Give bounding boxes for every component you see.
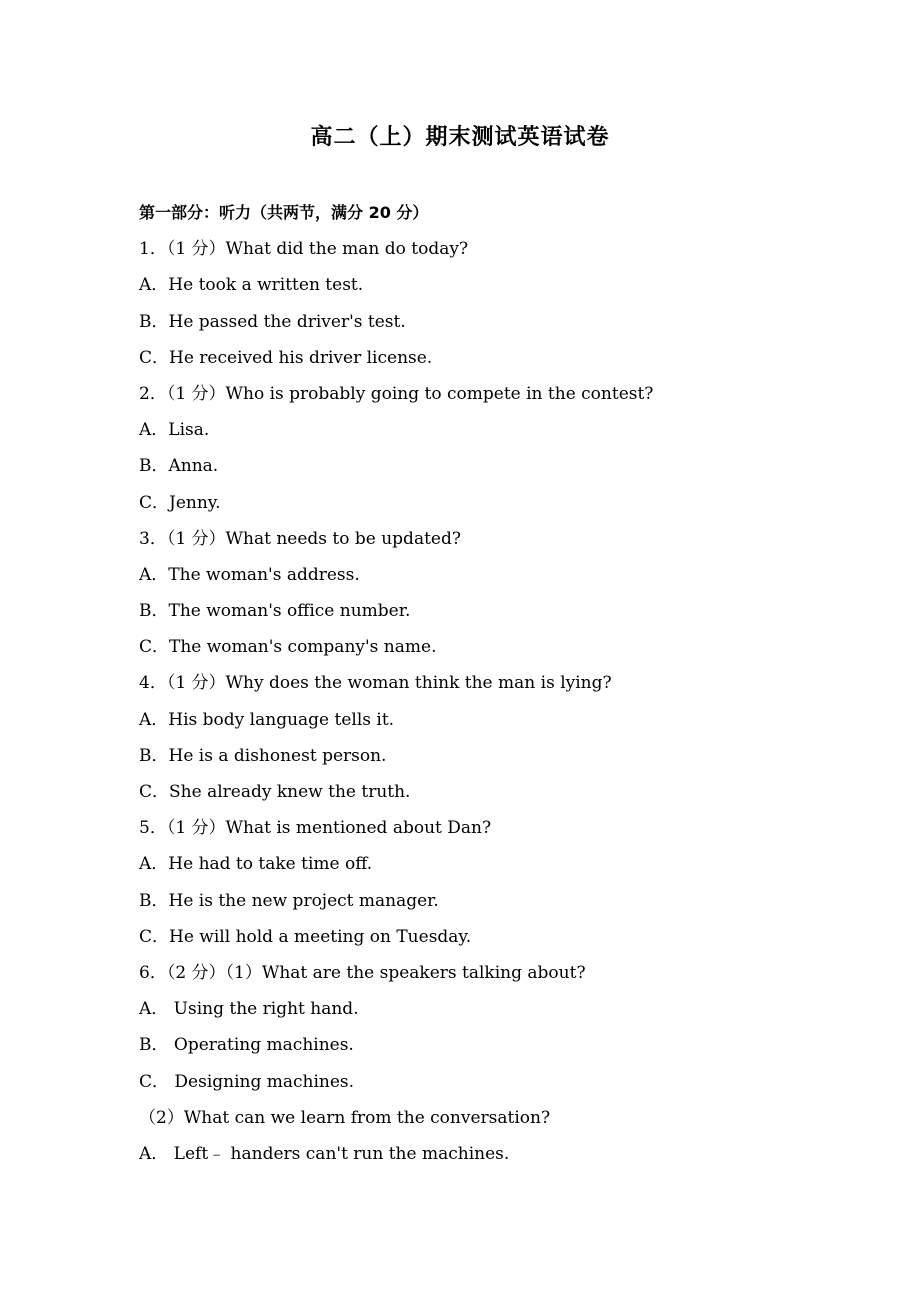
question-6-part-1-option-a: A． Using the right hand. <box>139 999 359 1020</box>
question-4: 4．（1 分）Why does the woman think the man is lying? <box>139 673 612 694</box>
question-2-option-c: C．Jenny. <box>139 492 221 513</box>
question-6-part-1-option-b: B． Operating machines. <box>139 1035 354 1056</box>
question-3-option-c: C．The woman's company's name. <box>139 637 437 658</box>
question-3: 3．（1 分）What needs to be updated? <box>139 528 461 549</box>
question-3-option-b: B．The woman's office number. <box>139 601 411 622</box>
question-5: 5．（1 分）What is mentioned about Dan? <box>139 818 492 839</box>
question-2-option-b: B．Anna. <box>139 456 219 477</box>
question-2-option-a: A．Lisa. <box>139 420 210 441</box>
question-1-option-b: B．He passed the driver's test. <box>139 311 406 332</box>
question-6-part-1: 6．（2 分）（1）What are the speakers talking about? <box>139 962 586 983</box>
exam-title: 高二（上）期末测试英语试卷 <box>310 125 610 150</box>
question-2: 2．（1 分）Who is probably going to compete in the contest? <box>139 383 654 404</box>
question-3-option-a: A．The woman's address. <box>139 564 360 585</box>
question-4-option-b: B．He is a dishonest person. <box>139 745 387 766</box>
question-5-option-c: C．He will hold a meeting on Tuesday. <box>139 926 472 947</box>
question-4-option-a: A．His body language tells it. <box>139 709 395 730</box>
question-6-part-2-option-a: A． Left﹣ handers can't run the machines. <box>139 1143 510 1164</box>
question-5-option-a: A．He had to take time off. <box>139 854 373 875</box>
question-1-option-c: C．He received his driver license. <box>139 347 433 368</box>
question-1-option-a: A．He took a written test. <box>139 275 364 296</box>
exam-content <box>139 199 839 1176</box>
question-6-part-2: （2）What can we learn from the conversation? <box>139 1107 551 1128</box>
question-4-option-c: C．She already knew the truth. <box>139 782 411 802</box>
question-5-option-b: B．He is the new project manager. <box>139 890 439 911</box>
question-6-part-1-option-c: C． Designing machines. <box>139 1071 355 1092</box>
question-1: 1．（1 分）What did the man do today? <box>139 239 469 260</box>
section-heading: 第一部分：听力（共两节，满分 20 分） <box>139 203 429 222</box>
